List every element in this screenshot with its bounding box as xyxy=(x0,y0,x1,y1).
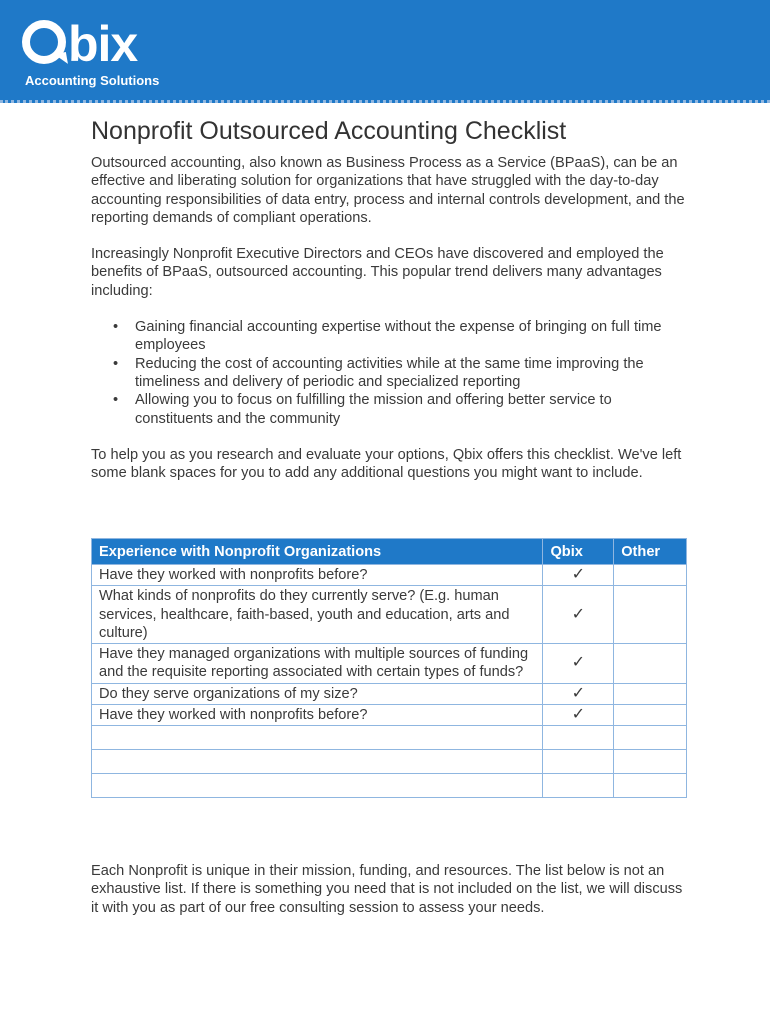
blank-other-cell[interactable] xyxy=(614,774,687,798)
list-item-text: Gaining financial accounting expertise without the expense of bringing on full time employees xyxy=(135,319,662,354)
table-row xyxy=(92,586,687,644)
question-cell: Have they managed organizations with multiple sources of funding and the requisite reporting associated with certain types of funds? xyxy=(92,644,543,684)
logo-tagline: Accounting Solutions xyxy=(25,73,160,88)
other-cell[interactable] xyxy=(614,705,687,726)
blank-qbix-cell[interactable] xyxy=(543,774,614,798)
list-item xyxy=(113,318,691,355)
closing-paragraph: Each Nonprofit is unique in their mission, funding, and resources. The list below is not an exhaustive list. If there is something you need that is not included on the list, we will discuss it with you as part of our free consulting session to assess your needs. xyxy=(91,863,683,916)
qbix-check-icon: ✓ xyxy=(543,705,614,726)
intro-paragraph: Outsourced accounting, also known as Business Process as a Service (BPaaS), can be an effective and liberating solution for organizations that have struggled with the day-to-day accounting responsibilities of data entry, process and internal controls development, and the reporting demands of compliant operations. xyxy=(91,155,685,226)
list-item xyxy=(113,391,691,428)
qbix-check-icon: ✓ xyxy=(543,586,614,644)
header-banner xyxy=(0,0,770,103)
qbix-check-icon: ✓ xyxy=(543,683,614,704)
blank-question-cell[interactable] xyxy=(92,750,543,774)
table-row xyxy=(92,683,687,704)
benefits-list xyxy=(91,318,691,428)
table-row xyxy=(92,705,687,726)
other-cell[interactable] xyxy=(614,683,687,704)
checklist-table xyxy=(91,538,687,798)
main-content xyxy=(91,112,691,482)
blank-other-cell[interactable] xyxy=(614,750,687,774)
question-cell: Do they serve organizations of my size? xyxy=(92,683,543,704)
table-row xyxy=(92,644,687,684)
benefits-paragraph: Increasingly Nonprofit Executive Directors and CEOs have discovered and employed the benefits of BPaaS, outsourced accounting. This popular trend delivers many advantages including: xyxy=(91,246,664,299)
blank-table-row xyxy=(92,774,687,798)
blank-table-row xyxy=(92,750,687,774)
header-other: Other xyxy=(614,539,687,565)
bullet-icon: • xyxy=(113,392,119,409)
other-cell[interactable] xyxy=(614,565,687,586)
checklist-intro-paragraph: To help you as you research and evaluate your options, Qbix offers this checklist. We've left some blank spaces for you to add any additional questions you might want to include. xyxy=(91,446,682,482)
qbix-check-icon: ✓ xyxy=(543,565,614,586)
blank-question-cell[interactable] xyxy=(92,726,543,750)
bullet-icon: • xyxy=(113,319,119,336)
qbix-logo xyxy=(22,14,162,94)
list-item-text: Allowing you to focus on fulfilling the mission and offering better service to constituents and the community xyxy=(135,392,612,427)
logo-wordmark xyxy=(22,14,137,74)
header-experience: Experience with Nonprofit Organizations xyxy=(92,539,543,565)
other-cell[interactable] xyxy=(614,586,687,644)
blank-qbix-cell[interactable] xyxy=(543,726,614,750)
logo-word-text: bix xyxy=(68,16,138,72)
bullet-icon: • xyxy=(113,355,119,372)
question-cell: Have they worked with nonprofits before? xyxy=(92,705,543,726)
q-speech-bubble-icon xyxy=(22,20,66,64)
list-item xyxy=(113,355,691,392)
qbix-check-icon: ✓ xyxy=(543,644,614,684)
table-header-row xyxy=(92,539,687,565)
blank-qbix-cell[interactable] xyxy=(543,750,614,774)
list-item-text: Reducing the cost of accounting activities while at the same time improving the timeliness and delivery of periodic and specialized reporting xyxy=(135,355,644,390)
question-cell: Have they worked with nonprofits before? xyxy=(92,565,543,586)
other-cell[interactable] xyxy=(614,644,687,684)
page-title: Nonprofit Outsourced Accounting Checklist xyxy=(91,117,567,145)
blank-table-row xyxy=(92,726,687,750)
question-cell: What kinds of nonprofits do they currently serve? (E.g. human services, healthcare, faith-based, youth and education, arts and culture) xyxy=(92,586,543,644)
blank-question-cell[interactable] xyxy=(92,774,543,798)
blank-other-cell[interactable] xyxy=(614,726,687,750)
table-row xyxy=(92,565,687,586)
header-qbix: Qbix xyxy=(543,539,614,565)
